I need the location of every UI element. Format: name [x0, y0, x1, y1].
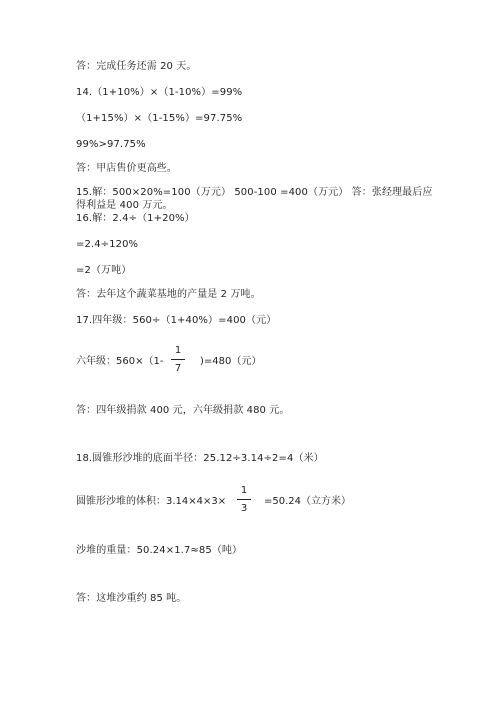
problem-17-line-2-part-1: 六年级：560×（1-	[76, 356, 164, 367]
problem-17-line-2-part-2: )=480（元）	[200, 356, 262, 367]
problem-15-line-1: 15.解：500×20%=100（万元） 500-100 =400（万元） 答：张经理最后应	[76, 187, 433, 198]
answer-line-13: 答：完成任务还需 20 天。	[76, 61, 197, 72]
problem-18-line-1: 18.圆锥形沙堆的底面半径：25.12÷3.14÷2=4（米）	[76, 453, 324, 464]
fraction-numerator: 1	[174, 345, 182, 356]
problem-16-line-2: =2.4÷120%	[76, 239, 139, 250]
problem-18-line-2-part-1: 圆锥形沙堆的体积：3.14×4×3×	[76, 496, 227, 507]
problem-17-line-1: 17.四年级：560÷（1+40%）=400（元）	[76, 315, 277, 326]
answer-line-18: 答：这堆沙重约 85 吨。	[76, 593, 187, 604]
problem-14-line-2: （1+15%）×（1-15%）=97.75%	[76, 113, 243, 124]
fraction-numerator: 1	[240, 485, 248, 496]
problem-14-comparison: 99%>97.75%	[76, 139, 146, 150]
fraction-one-third	[237, 485, 251, 514]
answer-line-14: 答：甲店售价更高些。	[76, 163, 177, 174]
fraction-bar	[237, 499, 251, 500]
problem-15-line-2: 得利益是 400 万元。	[76, 200, 173, 211]
answer-line-16: 答：去年这个蔬菜基地的产量是 2 万吨。	[76, 289, 261, 300]
fraction-denominator: 3	[240, 503, 248, 514]
problem-18-line-2-part-2: =50.24（立方米）	[264, 496, 352, 507]
fraction-one-seventh	[171, 345, 185, 374]
problem-14-line-1: 14.（1+10%）×（1-10%）=99%	[76, 87, 243, 98]
fraction-denominator: 7	[174, 363, 182, 374]
fraction-bar	[171, 359, 185, 360]
problem-16-line-1: 16.解：2.4÷（1+20%）	[76, 213, 195, 224]
problem-16-line-3: =2（万吨）	[76, 265, 132, 276]
answer-line-17: 答：四年级捐款 400 元，六年级捐款 480 元。	[76, 405, 290, 416]
problem-18-line-3: 沙堆的重量：50.24×1.7≈85（吨）	[76, 545, 243, 556]
